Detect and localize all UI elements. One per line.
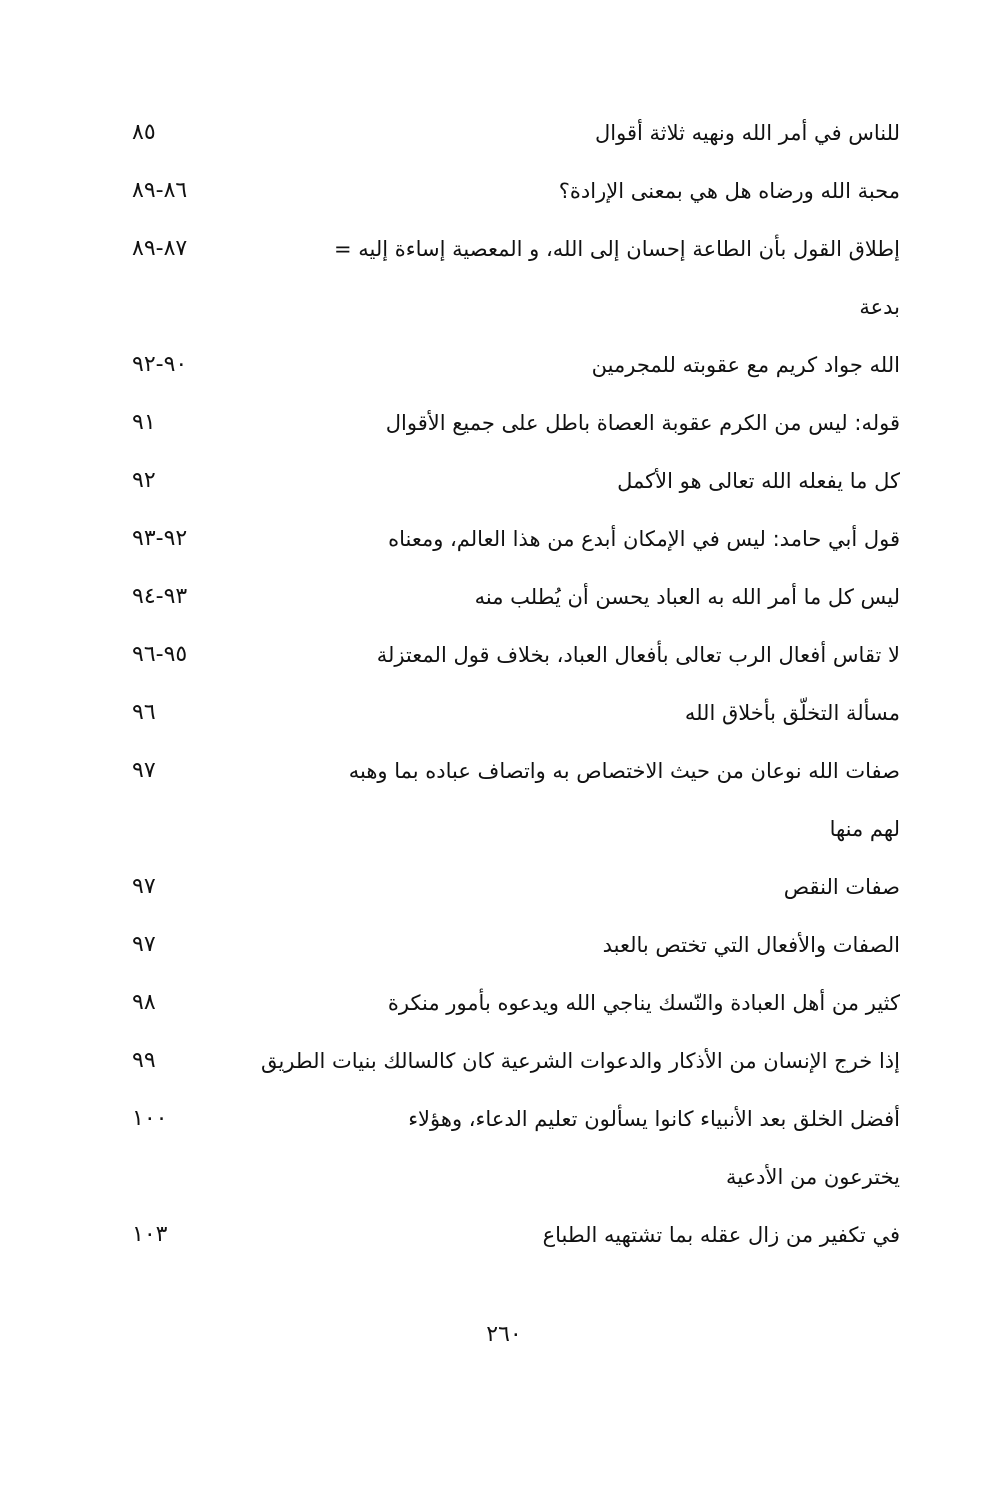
toc-entry bbox=[120, 974, 900, 1032]
toc-entry-title: محبة الله ورضاه هل هي بمعنى الإرادة؟ bbox=[558, 179, 900, 203]
toc-entry bbox=[120, 858, 900, 916]
toc-entry-title: كل ما يفعله الله تعالى هو الأكمل bbox=[617, 469, 900, 493]
toc-entry-pages: ٩٧ bbox=[132, 874, 156, 899]
toc-entry-pages: ٩٩ bbox=[132, 1048, 156, 1073]
toc-entry bbox=[120, 1090, 900, 1206]
toc-entry-pages: ٩٧ bbox=[132, 932, 156, 957]
toc-entry-title: قول أبي حامد: ليس في الإمكان أبدع من هذا العالم، ومعناه bbox=[388, 527, 900, 551]
toc-entry-pages: ١٠٣ bbox=[132, 1222, 168, 1247]
toc-entry bbox=[120, 104, 900, 162]
toc-entry bbox=[120, 568, 900, 626]
toc-entry-pages: ٩١ bbox=[132, 410, 156, 435]
toc-entry bbox=[120, 510, 900, 568]
toc-entry-title: كثير من أهل العبادة والنّسك يناجي الله ويدعوه بأمور منكرة bbox=[387, 991, 900, 1015]
toc-entry-title: قوله: ليس من الكرم عقوبة العصاة باطل على جميع الأقوال bbox=[385, 411, 900, 435]
toc-entry-title: الصفات والأفعال التي تختص بالعبد bbox=[602, 933, 900, 957]
toc-entry-title: إذا خرج الإنسان من الأذكار والدعوات الشرعية كان كالسالك بنيات الطريق bbox=[260, 1049, 900, 1073]
toc-entry-pages: ٩٥-٩٦ bbox=[132, 642, 188, 667]
toc-entry-pages: ٨٥ bbox=[132, 120, 156, 145]
toc-entry-pages: ١٠٠ bbox=[132, 1106, 168, 1131]
toc-entry bbox=[120, 220, 900, 336]
toc-entry-pages: ٨٧-٨٩ bbox=[132, 236, 188, 261]
toc-entry bbox=[120, 452, 900, 510]
toc-entry-title: الله جواد كريم مع عقوبته للمجرمين bbox=[591, 353, 900, 377]
toc-entry-pages: ٩٨ bbox=[132, 990, 156, 1015]
toc-entry-pages: ٩٦ bbox=[132, 700, 156, 725]
toc-entry-title: أفضل الخلق بعد الأنبياء كانوا يسألون تعليم الدعاء، وهؤلاء يخترعون من الأدعية bbox=[408, 1107, 900, 1189]
toc-entry bbox=[120, 742, 900, 858]
toc-entry bbox=[120, 1206, 900, 1264]
toc-entry-pages: ٨٦-٨٩ bbox=[132, 178, 188, 203]
toc-entry-title: لا تقاس أفعال الرب تعالى بأفعال العباد، بخلاف قول المعتزلة bbox=[376, 643, 900, 667]
toc-entry-pages: ٩٢ bbox=[132, 468, 156, 493]
page-number: ٢٦٠ bbox=[486, 1322, 522, 1347]
toc-entry-title: في تكفير من زال عقله بما تشتهيه الطباع bbox=[542, 1223, 900, 1247]
toc-entry bbox=[120, 1032, 900, 1090]
toc-entry bbox=[120, 684, 900, 742]
toc-entry-title: صفات النقص bbox=[783, 875, 900, 899]
toc-entry-pages: ٩٢-٩٣ bbox=[132, 526, 188, 551]
toc-entry-title: ليس كل ما أمر الله به العباد يحسن أن يُطلب منه bbox=[474, 585, 900, 609]
toc-entry-pages: ٩٣-٩٤ bbox=[132, 584, 188, 609]
toc-entry bbox=[120, 162, 900, 220]
toc-entry-title: إطلاق القول بأن الطاعة إحسان إلى الله، و المعصية إساءة إليه = بدعة bbox=[334, 237, 900, 319]
toc-entry-title: للناس في أمر الله ونهيه ثلاثة أقوال bbox=[595, 121, 900, 145]
toc-entry bbox=[120, 394, 900, 452]
toc-entry bbox=[120, 336, 900, 394]
table-of-contents bbox=[120, 104, 900, 1264]
toc-entry-pages: ٩٠-٩٢ bbox=[132, 352, 188, 377]
toc-entry bbox=[120, 916, 900, 974]
toc-entry-title: مسألة التخلّق بأخلاق الله bbox=[684, 701, 900, 725]
toc-entry bbox=[120, 626, 900, 684]
toc-entry-pages: ٩٧ bbox=[132, 758, 156, 783]
toc-entry-title: صفات الله نوعان من حيث الاختصاص به واتصاف عباده بما وهبه لهم منها bbox=[348, 759, 900, 841]
